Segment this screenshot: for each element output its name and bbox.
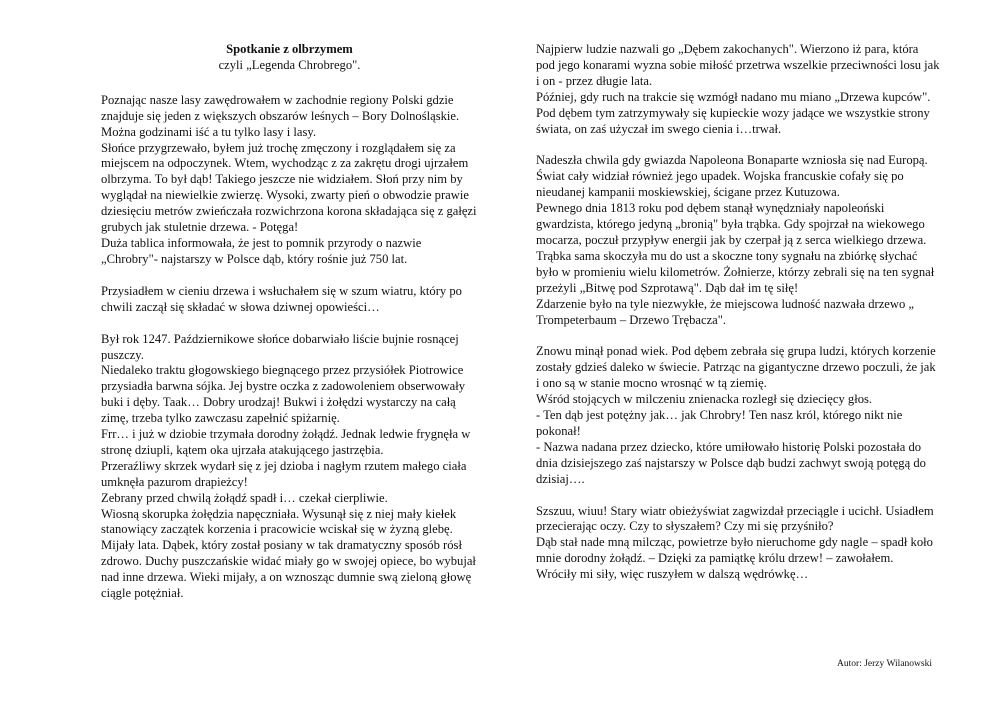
- paragraph: [536, 42, 940, 137]
- text-line: Niedaleko traktu głogowskiego biegnącego przez przysiółek Piotrowice przysiadła barwna sójka. Jej bystre oczka z zadowoleniem obserwowały buki i dęby. Taak… Dobry urodzaj! Bukwi i żołędzi wystarczy na całą zimę, trzeba tylko zawczasu zapełnić spiżarnię.: [101, 363, 466, 426]
- text-line: Świat cały widział również jego upadek. Wojska francuskie cofały się po nieudanej kampanii moskiewskiej, ścigane przez Kutuzowa.: [536, 169, 904, 200]
- text-line: - Ten dąb jest potężny jak… jak Chrobry! Ten nasz król, którego nikt nie pokonał!: [536, 408, 903, 438]
- paragraph: [536, 504, 940, 584]
- text-line: Zebrany przed chwilą żołądź spadł i… czekał cierpliwie.: [101, 490, 388, 505]
- text-line: Słońce przygrzewało, byłem już trochę zmęczony i rozglądałem się za miejscem na odpoczynek. Wtem, wychodząc z za zakrętu drogi ujrzałem olbrzyma. To był dąb! Takiego jeszcze nie widziałem. Słoń przy nim by wyglądał na niewielkie zwierzę. Wysoki, zwarty pień o obwodzie prawie dziesięciu metrów zwieńczała rozwichrzona korona składająca się z gałęzi grubych jak stuletnie drzewa. - Potęga!: [101, 140, 477, 235]
- text-line: Mijały lata. Dąbek, który został posiany w tak dramatyczny sposób rósł zdrowo. Duchy puszczańskie widać miały go w swojej opiece, bo wybujał nad inne drzewa. Wieki mijały, a on wznosząc dumnie swą zieloną głowę ciągle potężniał.: [101, 538, 476, 601]
- text-line: Trąbka sama skoczyła mu do ust a skoczne tony sygnału na zbiórkę słychać było w promieniu wielu kilometrów. Żołnierze, którzy zebrali się na ten sygnał przeżyli „Bitwę pod Szprotawą". Dąb dał im tę siłę!: [536, 248, 935, 295]
- text-line: Frr… i już w dziobie trzymała dorodny żołądź. Jednak ledwie frygnęła w stronę dziupli, kątem oka ujrzała atakującego jastrzębia.: [101, 427, 471, 457]
- text-line: Wiosną skorupka żołędzia napęczniała. Wysunął się z niej mały kiełek stanowiący zaczątek korzenia i pracowicie wciskał się w żyzną glebę.: [101, 506, 457, 537]
- text-line: Wróciły mi siły, więc ruszyłem w dalszą wędrówkę…: [536, 567, 809, 582]
- document-subtitle: czyli „Legenda Chrobrego".: [218, 57, 361, 72]
- text-line: Zdarzenie było na tyle niezwykłe, że miejscowa ludność nazwała drzewo „ Trompeterbaum – Drzewo Trębacza".: [536, 296, 914, 327]
- text-line: Poznając nasze lasy zawędrowałem w zachodnie regiony Polski gdzie znajduje się jeden z większych obszarów leśnych – Bory Dolnośląskie.: [101, 92, 460, 123]
- text-line: Przeraźliwy skrzek wydarł się z jej dzioba i nagłym rzutem małego ciała umknęła pazurom drapieżcy!: [101, 458, 467, 489]
- text-line: Wśród stojących w milczeniu znienacka rozległ się dziecięcy głos.: [536, 392, 873, 407]
- text-line: Później, gdy ruch na trakcie się wzmógł nadano mu miano „Drzewa kupców". Pod dębem tym zatrzymywały się kupieckie wozy jadące we wszystkie strony świata, on zaś użyczał im swego cienia i…trwał.: [536, 89, 931, 136]
- text-line: Można godzinami iść a tu tylko lasy i lasy.: [101, 124, 316, 139]
- document-title: Spotkanie z olbrzymem: [226, 42, 353, 56]
- text-line: Pewnego dnia 1813 roku pod dębem stanął wynędzniały napoleoński gwardzista, którego jedyną „bronią" była trąbka. Gdy spojrzał na wiekowego mocarza, poczuł przypływ energii jak by czerpał ją z serca wielkiego drzewa.: [536, 201, 927, 247]
- left-column: [101, 42, 478, 618]
- text-line: Duża tablica informowała, że jest to pomnik przyrody o nazwie „Chrobry"- najstarszy w Polsce dąb, który rośnie już 750 lat.: [101, 235, 422, 266]
- paragraph: [536, 344, 940, 487]
- text-line: Był rok 1247. Październikowe słońce dobarwiało liście bujnie rosnącej puszczy.: [101, 331, 459, 362]
- paragraph: [101, 93, 478, 268]
- text-line: Znowu minął ponad wiek. Pod dębem zebrała się grupa ludzi, których korzenie zostały gdzieś daleko w świecie. Patrząc na gigantyczne drzewo poczuli, że jak i ono są w stanie mocno wrosnąć w tą ziemię.: [536, 344, 936, 391]
- text-line: Nadeszła chwila gdy gwiazda Napoleona Bonaparte wzniosła się nad Europą.: [536, 153, 928, 168]
- text-line: Przysiadłem w cieniu drzewa i wsłuchałem się w szum wiatru, który po chwili zaczął się składać w słowa dziwnej opowieści…: [101, 283, 462, 314]
- paragraph: [101, 284, 478, 316]
- text-line: Najpierw ludzie nazwali go „Dębem zakochanych". Wierzono iż para, która pod jego konarami wyzna sobie miłość przetrwa wszelkie przeciwności losu jak i on - przez długie lata.: [536, 42, 940, 88]
- paragraph: [536, 153, 940, 328]
- document-header: [101, 42, 478, 74]
- right-column: [536, 42, 940, 599]
- author-credit: Autor: Jerzy Wilanowski: [837, 659, 932, 669]
- text-line: Dąb stał nade mną milcząc, powietrze było nieruchome gdy nagle – spadł koło mnie dorodny żołądź. – Dzięki za pamiątkę królu drzew! – zawołałem.: [536, 535, 933, 566]
- text-line: - Nazwa nadana przez dziecko, które umiłowało historię Polski pozostała do dnia dzisiejszego zaś najstarszy w Polsce dąb budzi zachwyt swoją potęgą do dzisiaj….: [536, 439, 926, 486]
- text-line: Szszuu, wiuu! Stary wiatr obieżyświat zagwizdał przeciągle i ucichł. Usiadłem przecierając oczy. Czy to słyszałem? Czy mi się przyśniło?: [536, 503, 934, 534]
- paragraph: [101, 332, 478, 602]
